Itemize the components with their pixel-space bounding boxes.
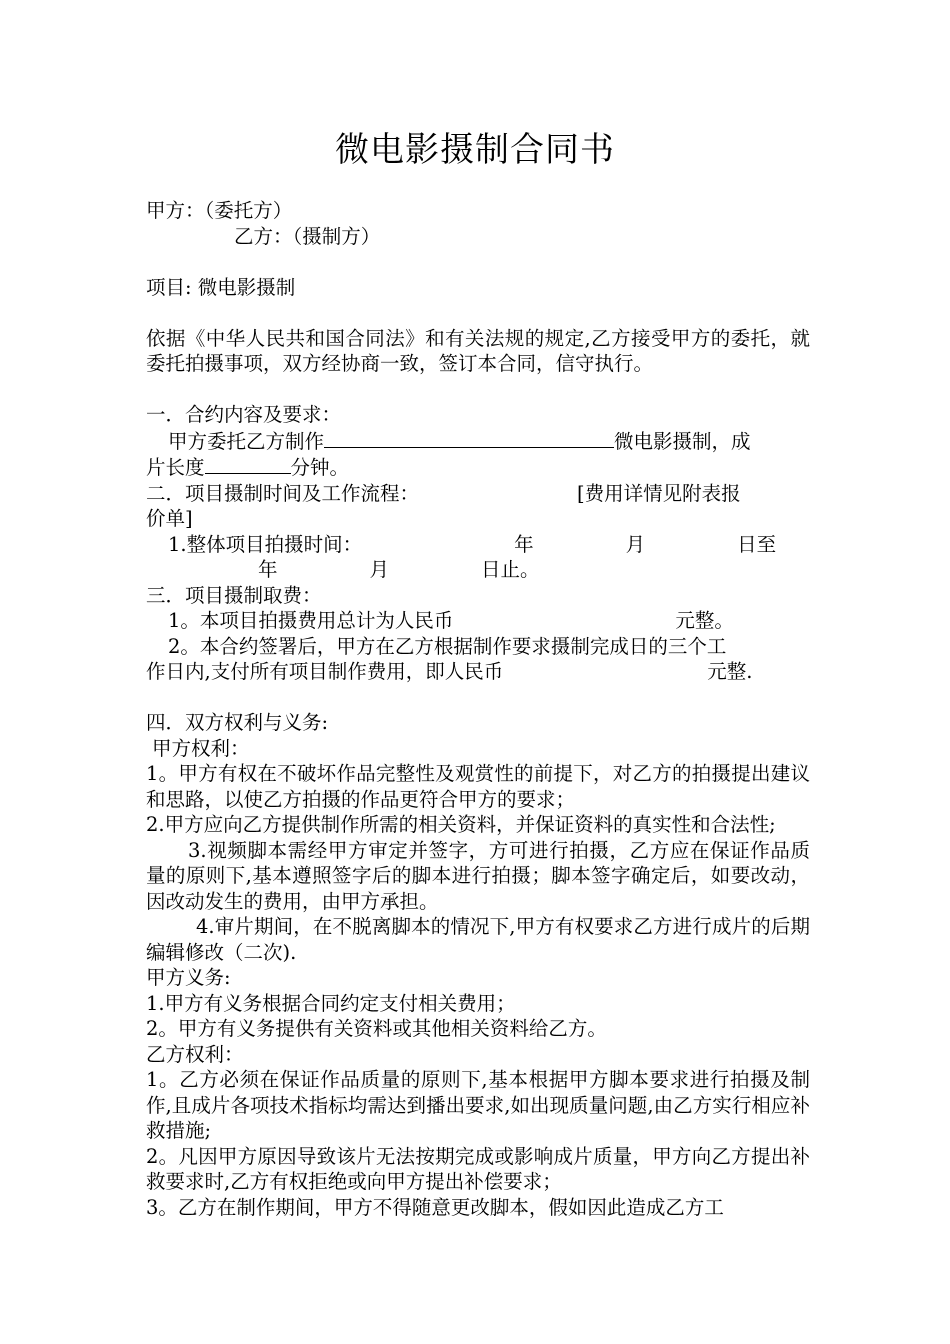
party-a-right-2: 2.甲方应向乙方提供制作所需的相关资料，并保证资料的真实性和合法性; [146,813,776,836]
party-b-right-1: 1。乙方必须在保证作品质量的原则下,基本根据甲方脚本要求进行拍摄及制作,且成片各项技术指标均需达到播出要求,如出现质量问题,由乙方实行相应补救措施; [146,1068,810,1142]
party-a-right-3: 3.视频脚本需经甲方审定并签字，方可进行拍摄，乙方应在保证作品质量的原则下,基本遵照签字后的脚本进行拍摄；脚本签字确定后，如要改动，因改动发生的费用，由甲方承担。 [146,838,810,913]
party-a-duties-heading: 甲方义务: [146,966,231,989]
party-a-right-4: 4.审片期间，在不脱离脚本的情况下,甲方有权要求乙方进行成片的后期编辑修改（二次). [146,915,810,964]
party-b-right-2: 2。凡因甲方原因导致该片无法按期完成或影响成片质量，甲方向乙方提出补救要求时,乙方有权拒绝或向甲方提出补偿要求； [146,1144,810,1193]
day-end-label: 日止。 [481,558,540,581]
quote-note: [费用详情见附表报 [577,481,741,505]
month-label: 月 [369,558,390,581]
party-b-rights-heading: 乙方权利： [146,1042,244,1066]
party-a-duty-1: 1.甲方有义务根据合同约定支付相关费用； [146,991,516,1015]
fee-item-2-cont [146,659,810,685]
blank-line [324,428,614,448]
section-2-heading-line [146,481,810,507]
document-body [146,198,810,1220]
fee-total-label: 1。本项目拍摄费用总计为人民币 [168,609,454,632]
party-a-rights-heading: 甲方权利： [152,736,250,760]
fee-payment-label: 作日内,支付所有项目制作费用，即人民币 [146,660,504,683]
month-label: 月 [625,532,646,556]
project-line: 项目: 微电影摄制 [146,275,296,299]
yuan-label: 元整。 [675,609,734,632]
party-a-duty-2: 2。甲方有义务提供有关资料或其他相关资料给乙方。 [146,1017,607,1040]
party-a-right-1: 1。甲方有权在不破坏作品完整性及观赏性的前提下，对乙方的拍摄提出建议和思路，以使乙方拍摄的作品更符合甲方的要求； [146,762,810,811]
document-title: 微电影摄制合同书 [335,130,615,170]
yuan-label: 元整. [707,660,753,683]
commission-text-tail: 微电影摄制，成 [614,429,751,453]
section-1-line-1 [146,428,810,455]
section-4-heading: 四．双方权利与义务: [146,711,329,734]
blank-line [205,454,291,474]
party-b-right-3: 3。乙方在制作期间，甲方不得随意更改脚本，假如因此造成乙方工 [146,1195,724,1219]
fee-item-1 [146,608,810,634]
shoot-time-line [146,532,810,558]
length-label: 片长度 [146,456,205,479]
shoot-end-line [146,557,810,583]
section-3-heading: 三．项目摄制取费： [146,583,322,607]
party-a-line: 甲方：（委托方） [146,199,293,222]
party-b-line: 乙方：（摄制方） [234,224,381,248]
commission-text: 甲方委托乙方制作 [168,429,325,453]
section-2-heading: 二．项目摄制时间及工作流程： [146,481,420,505]
fee-item-2: 2。本合约签署后，甲方在乙方根据制作要求摄制完成日的三个工 [168,634,727,658]
year-label: 年 [514,532,534,556]
quote-note-tail: 价单] [146,507,193,530]
year-label: 年 [258,558,278,581]
section-1-heading: 一．合约内容及要求： [146,403,342,426]
shoot-time-label: 1.整体项目拍摄时间： [168,532,363,556]
minutes-label: 分钟。 [290,456,350,479]
intro-paragraph: 依据《中华人民共和国合同法》和有关法规的规定,乙方接受甲方的委托，就委托拍摄事项，双方经协商一致，签订本合同，信守执行。 [146,326,810,375]
section-1-line-2 [146,454,810,481]
day-to-label: 日至 [737,532,777,556]
